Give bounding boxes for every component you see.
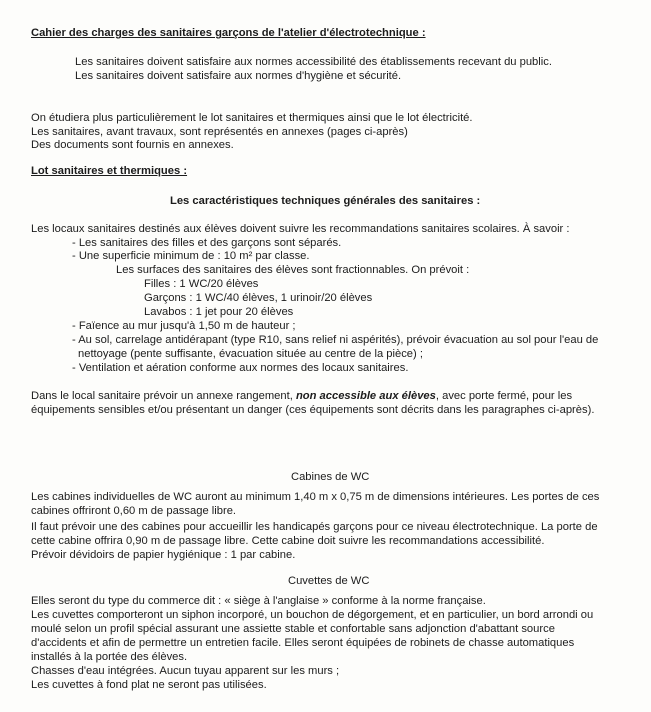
carac-ratio-line: Garçons : 1 WC/40 élèves, 1 urinoir/20 élèves [144,292,373,304]
section-heading-lot: Lot sanitaires et thermiques : [31,165,188,177]
carac-line: - Une superficie minimum de : 10 m² par classe. [72,250,310,262]
carac-line: - Faïence au mur jusqu'à 1,50 m de hauteur ; [72,320,296,332]
carac-line: - Au sol, carrelage antidérapant (type R10, sans relief ni aspérités), prévoir évacuation au sol pour l'eau de [72,334,599,346]
cuvettes-line: Elles seront du type du commerce dit : « siège à l'anglaise » conforme à la norme française. [31,595,486,607]
rangement-emphasis: non accessible aux élèves [295,390,436,402]
cuvettes-line: Les cuvettes à fond plat ne seront pas utilisées. [31,679,267,691]
study-line: Des documents sont fournis en annexes. [31,139,234,151]
intro-line: Les sanitaires doivent satisfaire aux normes accessibilité des établissements recevant du public. [75,56,552,68]
carac-ratio-line: Filles : 1 WC/20 élèves [144,278,259,290]
rangement-text: Dans le local sanitaire prévoir un annexe rangement, [31,390,296,402]
carac-ratio-line: Lavabos : 1 jet pour 20 élèves [144,306,294,318]
cuvettes-line: installés à la portée des élèves. [31,651,188,663]
cabines-line: Il faut prévoir une des cabines pour accueillir les handicapés garçons pour ce niveau électrotechnique. La porte de [31,521,598,533]
carac-line: Les surfaces des sanitaires des élèves sont fractionnables. On prévoit : [116,264,470,276]
carac-line: nettoyage (pente suffisante, évacuation située au centre de la pièce) ; [78,348,423,360]
cabines-line: Prévoir dévidoirs de papier hygiénique : 1 par cabine. [31,549,296,561]
carac-line: - Les sanitaires des filles et des garçons sont séparés. [72,237,342,249]
cuvettes-line: Les cuvettes comporteront un siphon incorporé, un bouchon de dégorgement, et en particulier, un bord arrondi ou [31,609,594,621]
rangement-text: , avec porte fermé, pour les [435,390,573,402]
cuvettes-line: moulé selon un profil spécial assurant une assiette stable et confortable sans adjonction d'abattant source [31,623,555,635]
cabines-heading: Cabines de WC [291,471,370,483]
carac-line: - Ventilation et aération conforme aux normes des locaux sanitaires. [72,362,409,374]
cuvettes-line: Chasses d'eau intégrées. Aucun tuyau apparent sur les murs ; [31,665,340,677]
rangement-line [31,390,572,403]
cabines-line: cette cabine offrira 0,90 m de passage libre. Cette cabine doit suivre les recommandations accessibilité. [31,535,545,547]
intro-line: Les sanitaires doivent satisfaire aux normes d'hygiène et sécurité. [75,70,402,82]
study-line: Les sanitaires, avant travaux, sont représentés en annexes (pages ci-après) [31,126,408,138]
rangement-line: équipements sensibles et/ou présentant un danger (ces équipements sont décrits dans les paragraphes ci-après). [31,404,595,416]
cabines-line: cabines offriront 0,60 m de passage libre. [31,505,237,517]
study-line: On étudiera plus particulièrement le lot sanitaires et thermiques ainsi que le lot électricité. [31,112,473,124]
document-title: Cahier des charges des sanitaires garçons de l'atelier d'électrotechnique : [31,27,426,39]
cabines-line: Les cabines individuelles de WC auront au minimum 1,40 m x 0,75 m de dimensions intérieures. Les portes de ces [31,491,600,503]
section-heading-caracteristiques: Les caractéristiques techniques générales des sanitaires : [170,195,481,207]
carac-line: Les locaux sanitaires destinés aux élèves doivent suivre les recommandations sanitaires scolaires. À savoir : [31,223,570,235]
cuvettes-heading: Cuvettes de WC [288,575,370,587]
cuvettes-line: d'accidents et afin de permettre un entretien facile. Elles seront équipées de robinets de chasse automatiques [31,637,575,649]
